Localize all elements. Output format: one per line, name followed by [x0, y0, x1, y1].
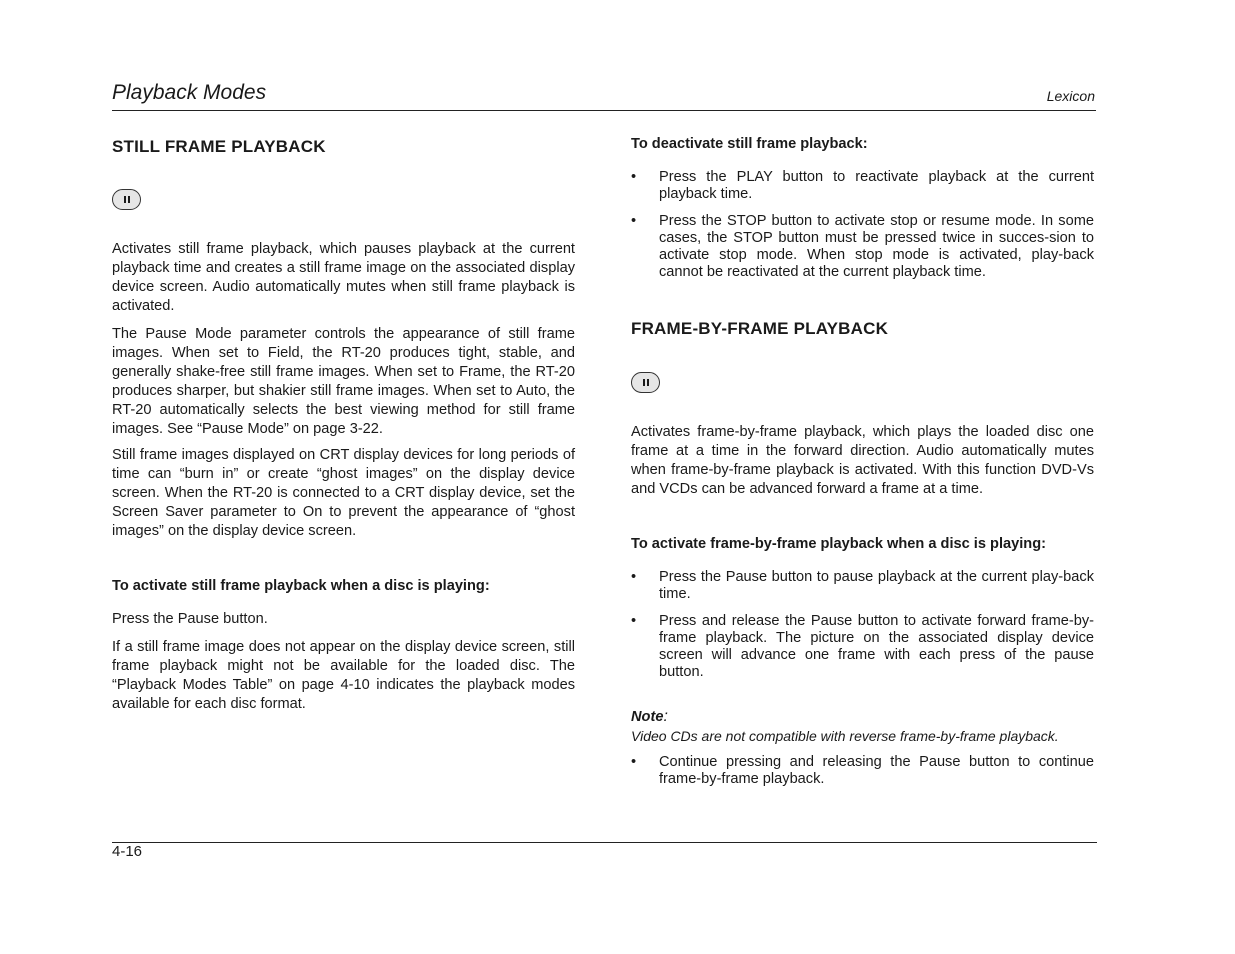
activate-frame-bullet-list: [631, 569, 1094, 691]
bullet-glyph: •: [631, 213, 637, 229]
activate-still-note: If a still frame image does not appear on the display device screen, still frame playback might not be available for the loaded disc. The “Playback Modes Table” on page 4-10 indicates the playback modes available for each disc format.: [112, 639, 575, 712]
list-item: • Continue pressing and releasing the Pause button to continue frame-by-frame playback.: [631, 754, 1094, 787]
list-item: • Press the PLAY button to reactivate playback at the current playback time.: [631, 169, 1094, 202]
still-frame-paragraph-3: Still frame images displayed on CRT display devices for long periods of time can “burn in” or create “ghost images” on the display device screen. When the RT-20 is connected to a CRT display device, set the Screen Saver parameter to On to prevent the appearance of “ghost images” on the display device screen.: [112, 447, 575, 539]
deactivate-still-heading: To deactivate still frame playback:: [631, 136, 868, 152]
page-title: Playback Modes: [112, 81, 267, 104]
bullet-glyph: •: [631, 613, 637, 629]
continue-bullet-list: [631, 754, 1094, 798]
still-frame-paragraph-2: The Pause Mode parameter controls the appearance of still frame images. When set to Field, the RT-20 produces tight, stable, and generally shake-free still frame images. When set to Frame, the RT-20 produces sharper, but shakier still frame images. When set to Auto, the RT-20 automatically selects the best viewing method for still frame images. See “Pause Mode” on page 3-22.: [112, 326, 575, 437]
still-frame-heading: STILL FRAME PLAYBACK: [112, 137, 326, 156]
list-item: • Press the Pause button to pause playback at the current play-back time.: [631, 569, 1094, 602]
still-frame-paragraph-1: Activates still frame playback, which pauses playback at the current playback time and creates a still frame image on the associated display device screen. Audio automatically mutes when still frame playback is activated.: [112, 241, 575, 314]
activate-still-step: Press the Pause button.: [112, 611, 268, 627]
footer-rule: [112, 842, 1097, 843]
list-item: • Press and release the Pause button to activate forward frame-by-frame playback. The picture on the associated display device screen will advance one frame with each press of the pause button.: [631, 613, 1094, 680]
note-label: Note: [631, 709, 664, 725]
pause-icon: [631, 372, 660, 393]
frame-by-frame-heading: FRAME-BY-FRAME PLAYBACK: [631, 319, 889, 338]
activate-still-heading: To activate still frame playback when a disc is playing:: [112, 578, 490, 594]
note-text: Video CDs are not compatible with reverse frame-by-frame playback.: [631, 728, 1059, 744]
pause-icon: [112, 189, 141, 210]
bullet-glyph: •: [631, 169, 637, 185]
page-number: 4-16: [112, 843, 143, 860]
activate-frame-heading: To activate frame-by-frame playback when a disc is playing:: [631, 536, 1046, 552]
deactivate-bullet-list: [631, 169, 1094, 291]
note-block: [631, 708, 1094, 745]
bullet-glyph: •: [631, 569, 637, 585]
bullet-glyph: •: [631, 754, 637, 770]
note-colon: :: [663, 708, 668, 725]
list-item: • Press the STOP button to activate stop or resume mode. In some cases, the STOP button must be pressed twice in succes-sion to activate stop mode. When stop mode is activated, play-back cannot be reactivated at the current playback time.: [631, 213, 1094, 280]
header-rule: [112, 110, 1096, 111]
frame-by-frame-paragraph: Activates frame-by-frame playback, which plays the loaded disc one frame at a time in the forward direction. Audio automatically mutes when frame-by-frame playback is activated. With this function DVD-Vs and VCDs can be advanced forward a frame at a time.: [631, 424, 1094, 497]
brand-name: Lexicon: [1046, 88, 1095, 104]
